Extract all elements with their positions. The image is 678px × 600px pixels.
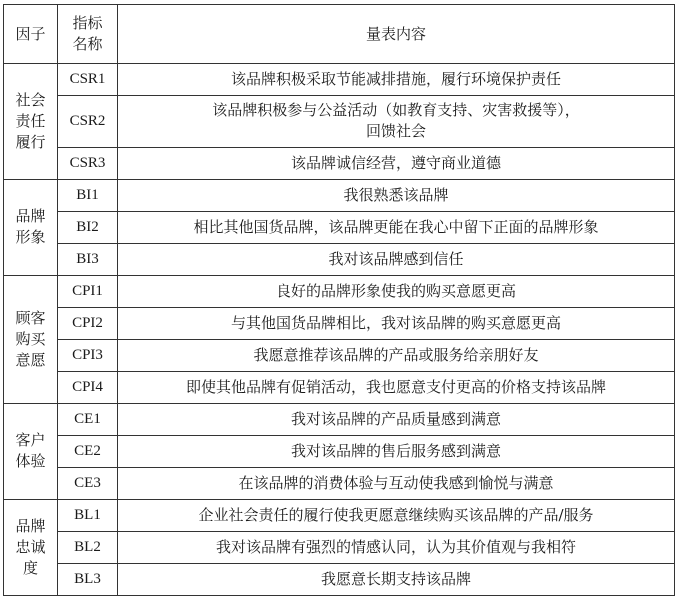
factor-label-line: 忠诚 [15, 537, 46, 556]
measurement-scale-table [3, 4, 675, 596]
factor-label-line: 意愿 [15, 350, 46, 369]
table-body [4, 64, 675, 596]
scale-content-line: 回馈社会 [365, 122, 426, 141]
scale-content-line: 我对该品牌感到信任 [328, 249, 464, 268]
scale-content-cell [118, 211, 675, 243]
scale-content-line: 与其他国货品牌相比，我对该品牌的购买意愿更高 [230, 313, 561, 332]
scale-content-line: 该品牌积极采取节能减排措施，履行环境保护责任 [230, 70, 561, 88]
indicator-code-cell: CPI1 [58, 275, 118, 307]
scale-content-line: 我对该品牌有强烈的情感认同，认为其价值观与我相符 [215, 537, 576, 556]
table-header-row [4, 5, 675, 64]
factor-label-line: 社会 [15, 90, 46, 109]
table-row [4, 275, 675, 307]
header-scale-content: 量表内容 [118, 5, 675, 64]
scale-content-cell [118, 339, 675, 371]
scale-content-line: 在该品牌的消费体验与互动使我感到愉悦与满意 [238, 473, 554, 492]
scale-content-line: 我对该品牌的产品质量感到满意 [290, 409, 501, 428]
header-indicator-line-1: 指标 [72, 14, 103, 32]
indicator-code-cell: BI2 [58, 211, 118, 243]
factor-label-line: 形象 [15, 228, 46, 247]
scale-content-cell [118, 499, 675, 531]
factor-label-line: 购买 [15, 329, 46, 348]
scale-content-cell [118, 531, 675, 563]
factor-label-line: 体验 [15, 452, 46, 471]
scale-content-cell [118, 96, 675, 148]
scale-content-cell [118, 275, 675, 307]
scale-content-line: 相比其他国货品牌，该品牌更能在我心中留下正面的品牌形象 [193, 217, 599, 236]
table-row [4, 211, 675, 243]
factor-cell [4, 64, 58, 180]
factor-cell [4, 499, 58, 595]
table-row [4, 307, 675, 339]
indicator-code-cell: CSR1 [58, 64, 118, 96]
indicator-code-cell: BL3 [58, 563, 118, 595]
scale-content-line: 我很熟悉该品牌 [343, 185, 449, 204]
scale-content-line: 我对该品牌的售后服务感到满意 [290, 441, 501, 460]
scale-content-line: 该品牌积极参与公益活动（如教育支持、灾害救援等）， [212, 101, 580, 120]
scale-content-cell [118, 403, 675, 435]
scale-content-line: 我愿意长期支持该品牌 [320, 569, 471, 588]
factor-label-line: 客户 [15, 431, 46, 450]
scale-content-cell [118, 563, 675, 595]
header-factor: 因子 [4, 5, 58, 64]
factor-cell [4, 275, 58, 403]
table-row [4, 243, 675, 275]
indicator-code-cell: CPI3 [58, 339, 118, 371]
indicator-code-cell: CPI4 [58, 371, 118, 403]
indicator-code-cell: CSR3 [58, 147, 118, 179]
scale-content-line: 该品牌诚信经营，遵守商业道德 [290, 153, 501, 172]
scale-content-line: 即使其他品牌有促销活动，我也愿意支付更高的价格支持该品牌 [185, 377, 606, 396]
indicator-code-cell: BI1 [58, 179, 118, 211]
table-row [4, 371, 675, 403]
scale-content-cell [118, 243, 675, 275]
factor-cell [4, 403, 58, 499]
table-row [4, 64, 675, 96]
scale-content-cell [118, 435, 675, 467]
scale-content-cell [118, 307, 675, 339]
table-row [4, 467, 675, 499]
scale-content-line: 良好的品牌形象使我的购买意愿更高 [275, 281, 516, 300]
factor-label-line: 度 [22, 558, 38, 577]
factor-label-line: 顾客 [15, 308, 46, 327]
scale-content-cell [118, 467, 675, 499]
indicator-code-cell: CE2 [58, 435, 118, 467]
scale-content-cell [118, 371, 675, 403]
indicator-code-cell: CSR2 [58, 96, 118, 148]
header-indicator-name [58, 5, 118, 64]
factor-cell [4, 179, 58, 275]
table-row [4, 96, 675, 148]
table-row [4, 179, 675, 211]
table-row [4, 531, 675, 563]
indicator-code-cell: CE1 [58, 403, 118, 435]
factor-label-line: 品牌 [15, 516, 46, 535]
header-indicator-line-2: 名称 [72, 35, 103, 53]
table-row [4, 339, 675, 371]
table-row [4, 499, 675, 531]
scale-content-cell [118, 179, 675, 211]
factor-label-line: 责任 [15, 111, 46, 130]
indicator-code-cell: BL1 [58, 499, 118, 531]
table-row [4, 403, 675, 435]
scale-content-cell [118, 64, 675, 96]
factor-label-line: 品牌 [15, 207, 46, 226]
table-row [4, 147, 675, 179]
indicator-code-cell: CE3 [58, 467, 118, 499]
indicator-code-cell: BI3 [58, 243, 118, 275]
scale-content-line: 我愿意推荐该品牌的产品或服务给亲朋好友 [253, 345, 539, 364]
indicator-code-cell: CPI2 [58, 307, 118, 339]
scale-content-cell [118, 147, 675, 179]
table-row [4, 563, 675, 595]
indicator-code-cell: BL2 [58, 531, 118, 563]
scale-content-line: 企业社会责任的履行使我更愿意继续购买该品牌的产品/服务 [198, 505, 594, 524]
table-row [4, 435, 675, 467]
factor-label-line: 履行 [15, 132, 46, 151]
